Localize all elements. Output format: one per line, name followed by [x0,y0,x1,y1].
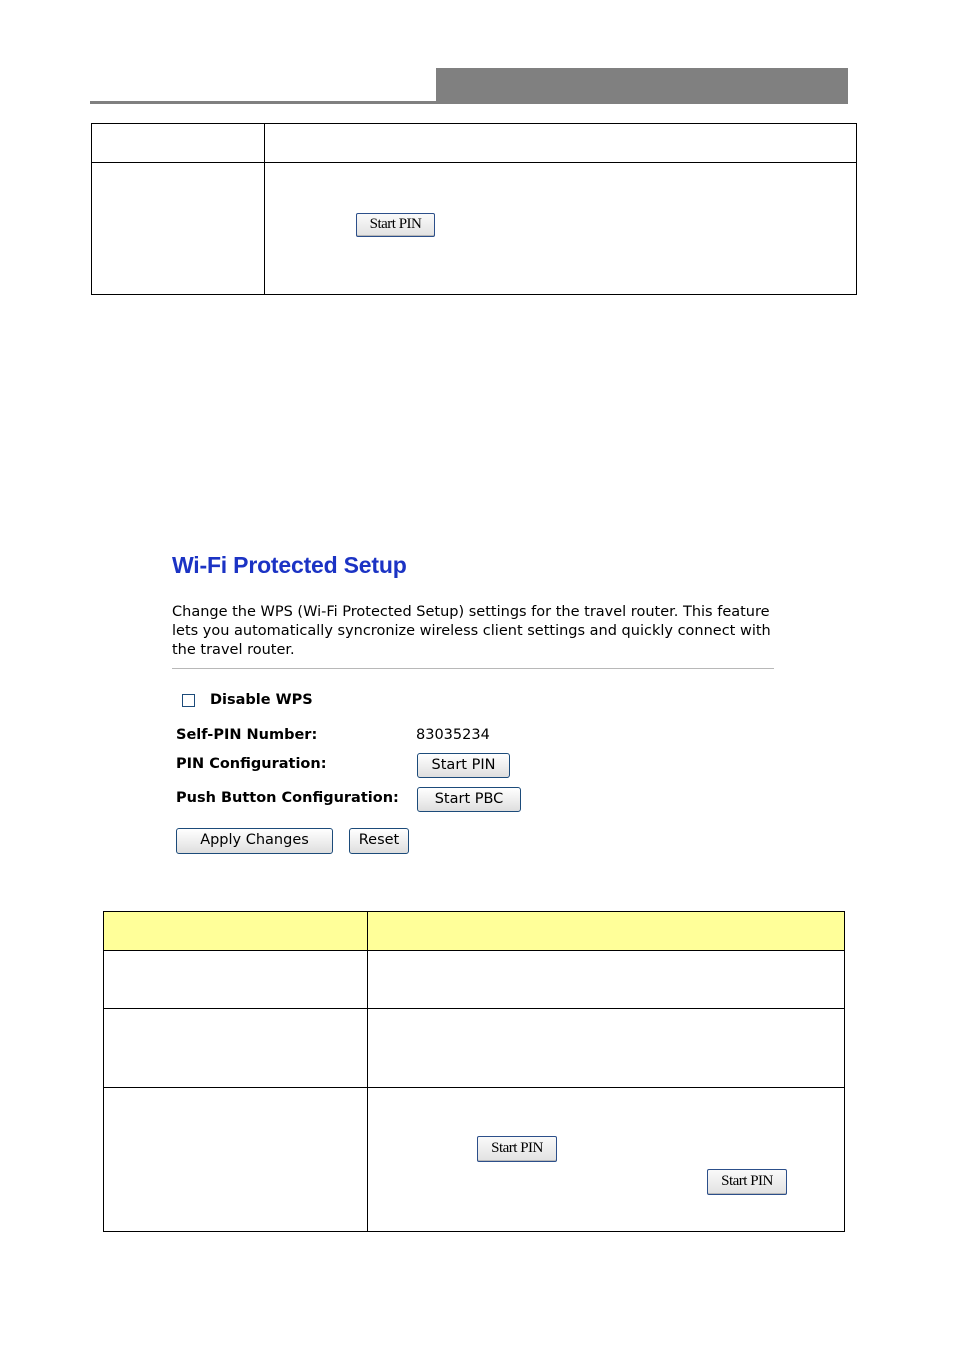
table-row [104,1088,845,1232]
table-row [104,1009,845,1088]
header-bar [436,68,848,104]
apply-changes-button[interactable]: Apply Changes [176,828,333,854]
table-row [92,163,857,295]
start-pin-button[interactable]: Start PIN [417,753,510,778]
table-cell [92,163,265,295]
table-cell [104,1009,368,1088]
table-header-cell [368,912,845,951]
page-description: Change the WPS (Wi-Fi Protected Setup) settings for the travel router. This feature lets you automatically syncronize wireless client settings and quickly connect with the travel router. [172,604,771,658]
self-pin-value: 83035234 [416,727,490,743]
self-pin-label: Self-PIN Number: [176,727,318,743]
wps-settings-panel [162,540,788,880]
disable-wps-checkbox[interactable] [182,694,195,707]
start-pbc-button[interactable]: Start PBC [417,787,521,812]
start-pin-button-image: Start PIN [477,1136,557,1162]
table-cell [368,1088,845,1232]
reset-button[interactable]: Reset [349,828,409,854]
start-pin-button-image: Start PIN [356,213,435,237]
pbc-config-label: Push Button Configuration: [176,790,399,806]
top-description-table [91,123,857,295]
disable-wps-label: Disable WPS [210,692,313,708]
pin-config-label: PIN Configuration: [176,756,327,772]
table-cell [368,951,845,1009]
divider [172,668,774,669]
start-pin-button-image: Start PIN [707,1169,787,1195]
table-row [92,124,857,163]
table-cell [92,124,265,163]
table-cell [265,124,857,163]
table-header-cell [104,912,368,951]
table-cell [104,1088,368,1232]
table-header-row [104,912,845,951]
table-cell [265,163,857,295]
table-cell [368,1009,845,1088]
table-cell [104,951,368,1009]
bottom-description-table [103,911,845,1232]
header-rule [90,101,436,104]
table-row [104,951,845,1009]
page-title: Wi-Fi Protected Setup [172,552,407,578]
